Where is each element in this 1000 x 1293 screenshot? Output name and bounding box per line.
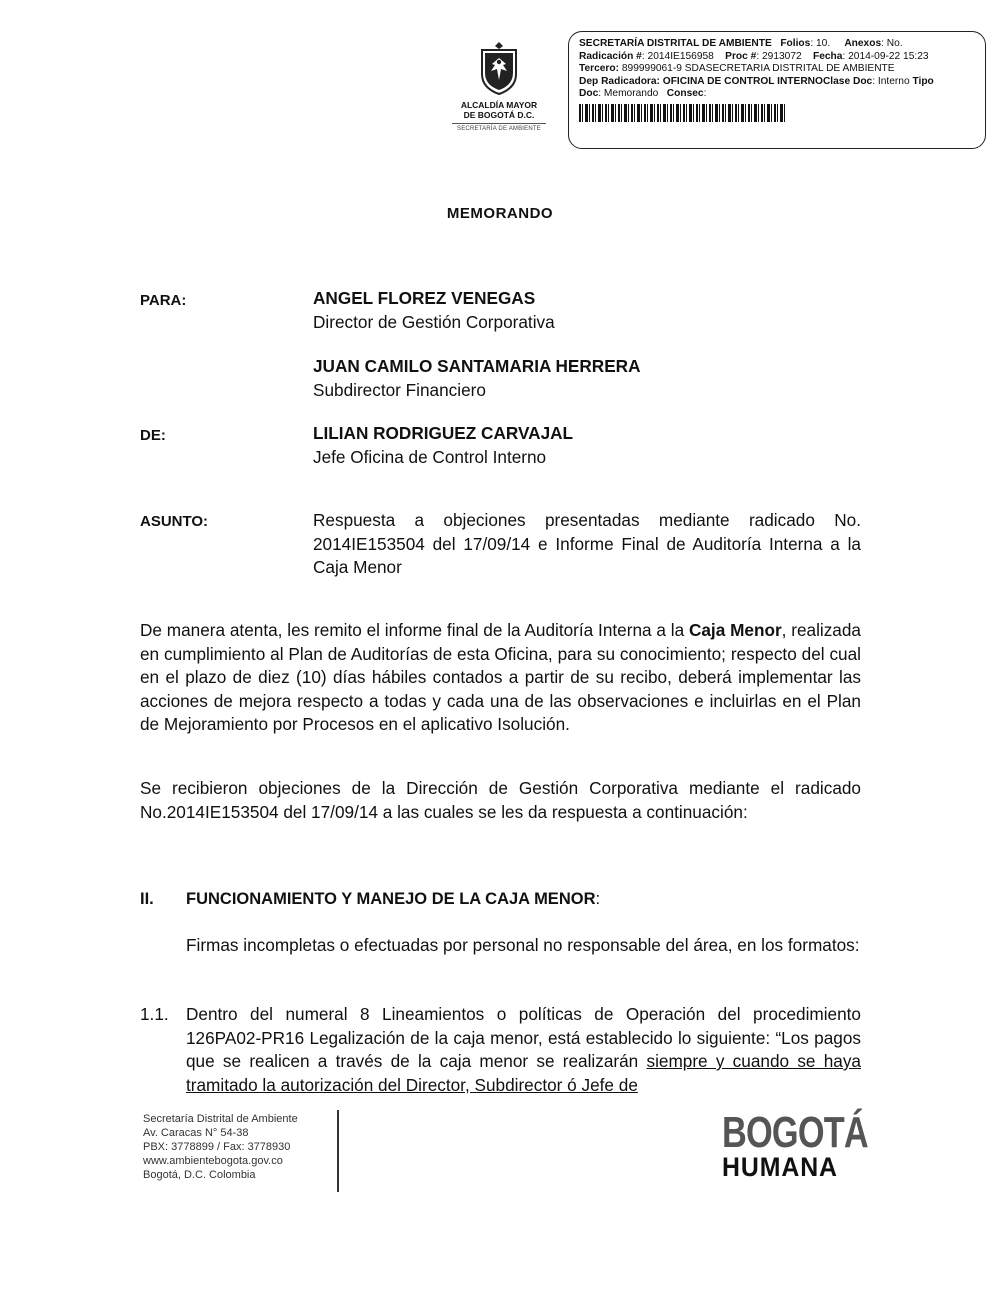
logo-subtext: SECRETARÍA DE AMBIENTE <box>452 123 546 132</box>
recipient-2-name: JUAN CAMILO SANTAMARIA HERRERA <box>313 356 641 376</box>
recipient-2-role: Subdirector Financiero <box>313 379 486 400</box>
para-recipient-2 <box>313 355 861 402</box>
paragraph-objections: Se recibieron objeciones de la Dirección de Gestión Corporativa mediante el radicado No.2014IE153504 del 17/09/14 a las cuales se les da respuesta a continuación: <box>140 778 861 822</box>
alcaldia-logo <box>452 40 546 132</box>
sender-role: Jefe Oficina de Control Interno <box>313 446 547 467</box>
coat-of-arms-icon <box>476 40 522 96</box>
footer-divider <box>337 1110 339 1192</box>
sender-name: LILIAN RODRIGUEZ CARVAJAL <box>313 423 574 443</box>
footer-address: Secretaría Distrital de Ambiente Av. Caracas N° 54-38 PBX: 3778899 / Fax: 3778930 www.ambientebogota.gov.co Bogotá, D.C. Colombia <box>143 1113 298 1181</box>
recipient-1-name: ANGEL FLOREZ VENEGAS <box>313 288 536 308</box>
para-recipient-1 <box>313 287 861 334</box>
section-heading: FUNCIONAMIENTO Y MANEJO DE LA CAJA MENOR: <box>186 890 601 908</box>
de-label: DE: <box>140 427 166 444</box>
section-number: II. <box>140 890 154 908</box>
barcode <box>579 104 787 122</box>
asunto-label: ASUNTO: <box>140 513 209 530</box>
paragraph-intro: De manera atenta, les remito el informe final de la Auditoría Interna a la Caja Menor, realizada en cumplimiento al Plan de Auditorías de esta Oficina, para su conocimiento; respecto del cual en el plazo de diez (10) días hábiles contados a partir de su recibo, deberá implementar las acciones de mejora respecto a todas y cada una de las observaciones e incluirlas en el Plan de Mejoramiento por Procesos en el aplicativo Isolución. <box>140 620 861 734</box>
section-subtitle: Firmas incompletas o efectuadas por personal no responsable del área, en los formatos: <box>186 935 860 955</box>
logo-text: ALCALDÍA MAYOR DE BOGOTÁ D.C. <box>460 100 538 120</box>
item-number: 1.1. <box>140 1004 169 1024</box>
sender <box>313 422 861 469</box>
asunto-text: Respuesta a objeciones presentadas mediante radicado No. 2014IE153504 del 17/09/14 e Informe Final de Auditoría Interna a la Caja Menor <box>313 510 861 577</box>
bogota-humana-logo: BOGOTÁ HUMANA <box>722 1108 868 1182</box>
recipient-1-role: Director de Gestión Corporativa <box>313 311 555 332</box>
item-text: Dentro del numeral 8 Lineamientos o políticas de Operación del procedimiento 126PA02-PR16 Legalización de la caja menor, está establecido lo siguiente: “Los pagos que se realicen a través de la caja menor se realizarán siempre y cuando se haya tramitado la autorización del Director, Subdirector ó Jefe de <box>186 1004 861 1095</box>
memo-title: MEMORANDO <box>446 205 554 222</box>
para-label: PARA: <box>140 292 187 309</box>
radicado-stamp: SECRETARÍA DISTRITAL DE AMBIENTE Folios: 10. Anexos: No. Radicación #: 2014IE156958 Proc #: 2913072 Fecha: 2014-09-22 15:23 Tercero: 899999061-9 SDASECRETARIA DISTRITAL DE AMBIENTE Dep Radicadora: OFICINA DE CONTROL INTERNOClase Doc: Interno Tipo Doc: Memorando Consec: <box>568 31 986 149</box>
